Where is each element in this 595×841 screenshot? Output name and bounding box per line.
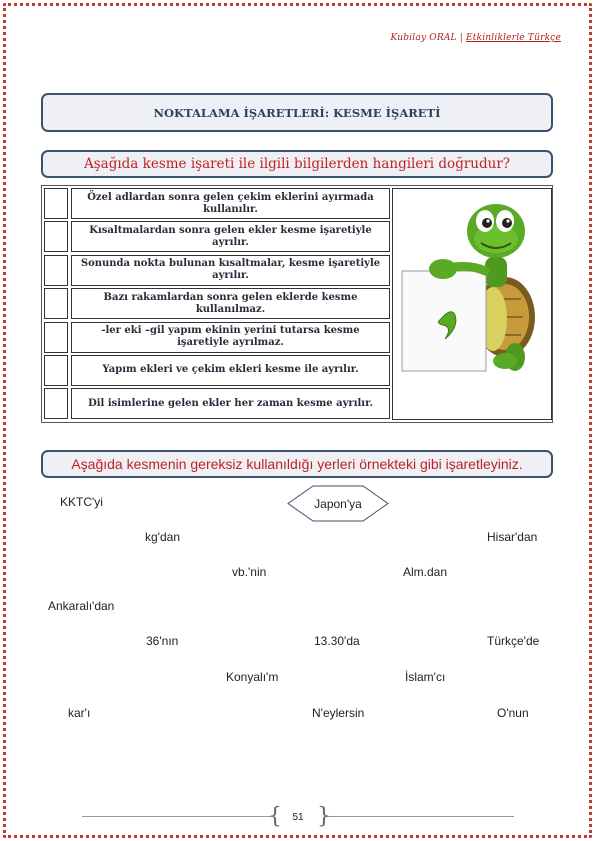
answer-checkbox[interactable] bbox=[44, 288, 68, 319]
word-item[interactable]: Türkçe'de bbox=[487, 634, 540, 648]
word-item[interactable]: Konyalı'm bbox=[226, 670, 279, 684]
footer-bracket-right: } bbox=[317, 804, 331, 829]
statement-row bbox=[44, 188, 390, 219]
word-item[interactable]: kar'ı bbox=[68, 706, 91, 720]
statement-text: Özel adlardan sonra gelen çekim eklerini ayırmada kullanılır. bbox=[71, 188, 390, 219]
footer-bracket-left: { bbox=[268, 804, 282, 829]
statement-rows bbox=[44, 188, 390, 422]
statement-row bbox=[44, 221, 390, 252]
answer-checkbox[interactable] bbox=[44, 255, 68, 286]
statement-row bbox=[44, 355, 390, 386]
word-item[interactable]: 36'nın bbox=[146, 634, 179, 648]
answer-checkbox[interactable] bbox=[44, 188, 68, 219]
turtle-holding-apostrophe-sign-icon bbox=[393, 189, 551, 419]
section1-instruction: Aşağıda kesme işareti ile ilgili bilgilerden hangileri doğrudur? bbox=[41, 150, 553, 178]
page-title: NOKTALAMA İŞARETLERİ: KESME İŞARETİ bbox=[41, 93, 553, 132]
header-signature bbox=[391, 33, 561, 43]
statement-text: Yapım ekleri ve çekim ekleri kesme ile ayrılır. bbox=[71, 355, 390, 386]
answer-checkbox[interactable] bbox=[44, 388, 68, 419]
header-separator: | bbox=[459, 33, 463, 43]
statement-text: Kısaltmalardan sonra gelen ekler kesme işaretiyle ayrılır. bbox=[71, 221, 390, 252]
word-item[interactable]: Alm.dan bbox=[403, 565, 448, 579]
statement-text: Bazı rakamlardan sonra gelen eklerde kesme kullanılmaz. bbox=[71, 288, 390, 319]
section2-instruction: Aşağıda kesmenin gereksiz kullanıldığı yerleri örnekteki gibi işaretleyiniz. bbox=[41, 450, 553, 478]
footer-line-right bbox=[324, 816, 514, 817]
statement-row bbox=[44, 255, 390, 286]
word-item[interactable]: 13.30'da bbox=[314, 634, 360, 648]
statement-row bbox=[44, 322, 390, 353]
footer-line-left bbox=[82, 816, 272, 817]
page-number: 51 bbox=[292, 811, 304, 823]
word-item[interactable]: KKTC'yi bbox=[60, 495, 103, 509]
answer-checkbox[interactable] bbox=[44, 322, 68, 353]
answer-checkbox[interactable] bbox=[44, 221, 68, 252]
answer-checkbox[interactable] bbox=[44, 355, 68, 386]
statement-text: Sonunda nokta bulunan kısaltmalar, kesme işaretiyle ayrılır. bbox=[71, 255, 390, 286]
turtle-illustration-panel bbox=[392, 188, 552, 420]
true-false-table bbox=[41, 185, 553, 423]
word-item[interactable]: Ankaralı'dan bbox=[48, 599, 115, 613]
word-item[interactable]: vb.'nin bbox=[232, 565, 267, 579]
example-word: Japon'ya bbox=[314, 496, 362, 511]
statement-row bbox=[44, 388, 390, 419]
word-item[interactable]: Hisar'dan bbox=[487, 530, 538, 544]
header-author: Kubilay ORAL bbox=[390, 33, 457, 43]
header-series: Etkinliklerle Türkçe bbox=[465, 33, 561, 43]
word-item[interactable]: N'eylersin bbox=[312, 706, 365, 720]
word-item[interactable]: O'nun bbox=[497, 706, 529, 720]
word-item[interactable]: kg'dan bbox=[145, 530, 180, 544]
statement-text: -ler eki –gil yapım ekinin yerini tutarsa kesme işaretiyle ayrılmaz. bbox=[71, 322, 390, 353]
word-item[interactable]: İslam'cı bbox=[405, 670, 446, 684]
statement-row bbox=[44, 288, 390, 319]
statement-text: Dil isimlerine gelen ekler her zaman kesme ayrılır. bbox=[71, 388, 390, 419]
